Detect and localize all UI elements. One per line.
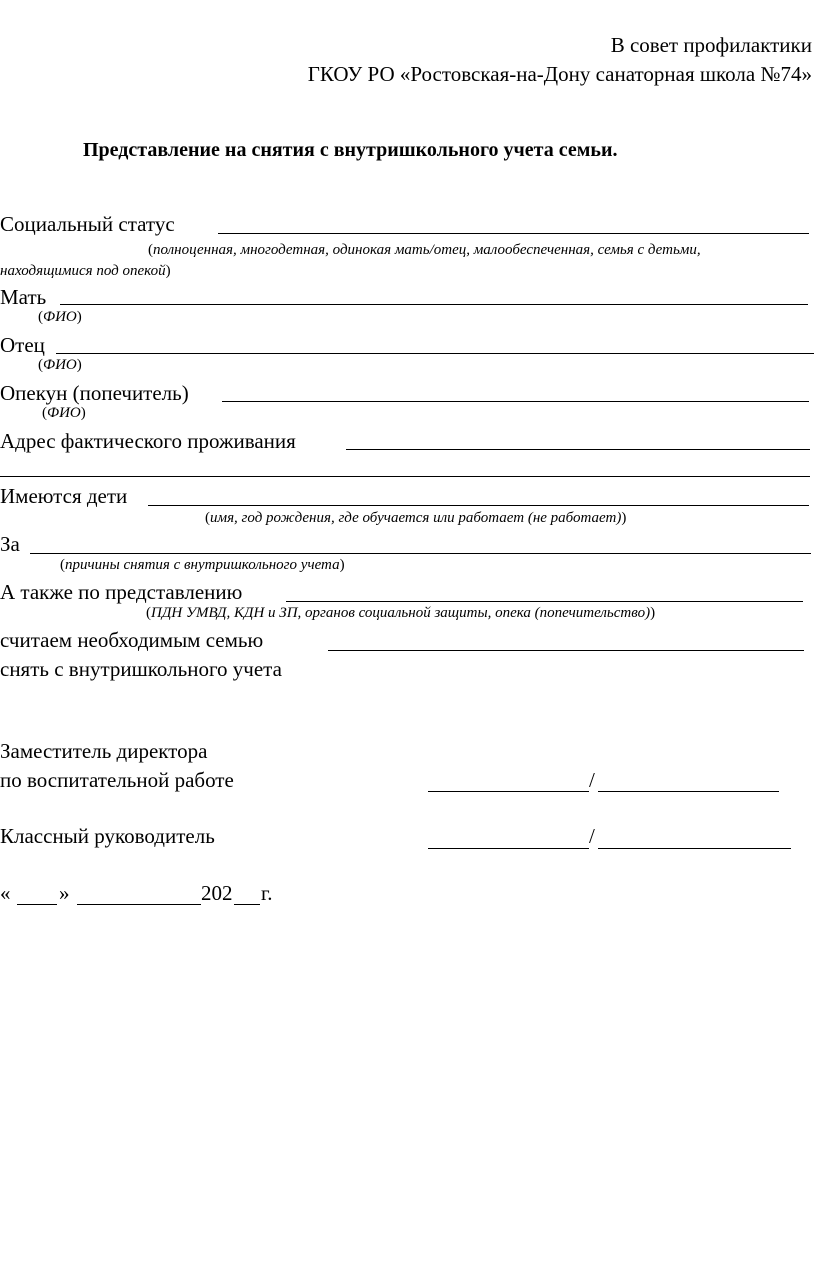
mother-hint: (ФИО) — [38, 309, 82, 325]
document-title: Представление на снятия с внутришкольного учета семьи. — [83, 139, 618, 161]
date-close-quote: » — [59, 881, 70, 905]
social-status-hint-2: находящимися под опекой) — [0, 263, 171, 279]
addressee-line-2: ГКОУ РО «Ростовская-на-Дону санаторная школа №74» — [307, 62, 812, 86]
mother-line[interactable] — [60, 304, 808, 305]
father-line[interactable] — [56, 353, 814, 354]
deputy-name-line[interactable] — [598, 791, 779, 792]
children-label: Имеются дети — [0, 484, 128, 508]
class-teacher-separator: / — [589, 824, 595, 848]
guardian-label: Опекун (попечитель) — [0, 381, 189, 405]
date-year-suffix: г. — [261, 881, 273, 905]
addressee-line-1: В совет профилактики — [610, 33, 812, 57]
children-line[interactable] — [148, 505, 809, 506]
social-status-label: Социальный статус — [0, 212, 175, 236]
submission-line[interactable] — [286, 601, 803, 602]
submission-hint: (ПДН УМВД, КДН и ЗП, органов социальной защиты, опека (попечительство)) — [146, 605, 656, 621]
conclusion-label: считаем необходимым семью — [0, 628, 264, 652]
father-hint: (ФИО) — [38, 357, 82, 373]
children-hint: (имя, год рождения, где обучается или работает (не работает)) — [205, 510, 627, 526]
class-teacher-name-line[interactable] — [598, 848, 791, 849]
conclusion-line-2: снять с внутришкольного учета — [0, 657, 282, 681]
date-day-line[interactable] — [17, 904, 57, 905]
deputy-signature-line[interactable] — [428, 791, 589, 792]
deputy-title-2: по воспитательной работе — [0, 768, 234, 792]
class-teacher-signature-line[interactable] — [428, 848, 589, 849]
reason-label: За — [0, 532, 20, 556]
submission-label: А также по представлению — [0, 580, 243, 604]
date-month-line[interactable] — [77, 904, 201, 905]
date-year-prefix: 202 — [201, 881, 233, 905]
class-teacher-title: Классный руководитель — [0, 824, 215, 848]
address-line-1[interactable] — [346, 449, 810, 450]
date-year-line[interactable] — [234, 904, 260, 905]
deputy-title-1: Заместитель директора — [0, 739, 208, 763]
date-open-quote: « — [0, 881, 11, 905]
address-label: Адрес фактического проживания — [0, 429, 296, 453]
address-line-2[interactable] — [0, 476, 810, 477]
guardian-line[interactable] — [222, 401, 809, 402]
reason-hint: (причины снятия с внутришкольного учета) — [60, 557, 345, 573]
mother-label: Мать — [0, 285, 47, 309]
social-status-line[interactable] — [218, 233, 809, 234]
deputy-separator: / — [589, 768, 595, 792]
reason-line[interactable] — [30, 553, 811, 554]
father-label: Отец — [0, 333, 45, 357]
conclusion-line[interactable] — [328, 650, 804, 651]
guardian-hint: (ФИО) — [42, 405, 86, 421]
social-status-hint-1: (полноценная, многодетная, одинокая мать/отец, малообеспеченная, семья с детьми, — [148, 242, 701, 258]
